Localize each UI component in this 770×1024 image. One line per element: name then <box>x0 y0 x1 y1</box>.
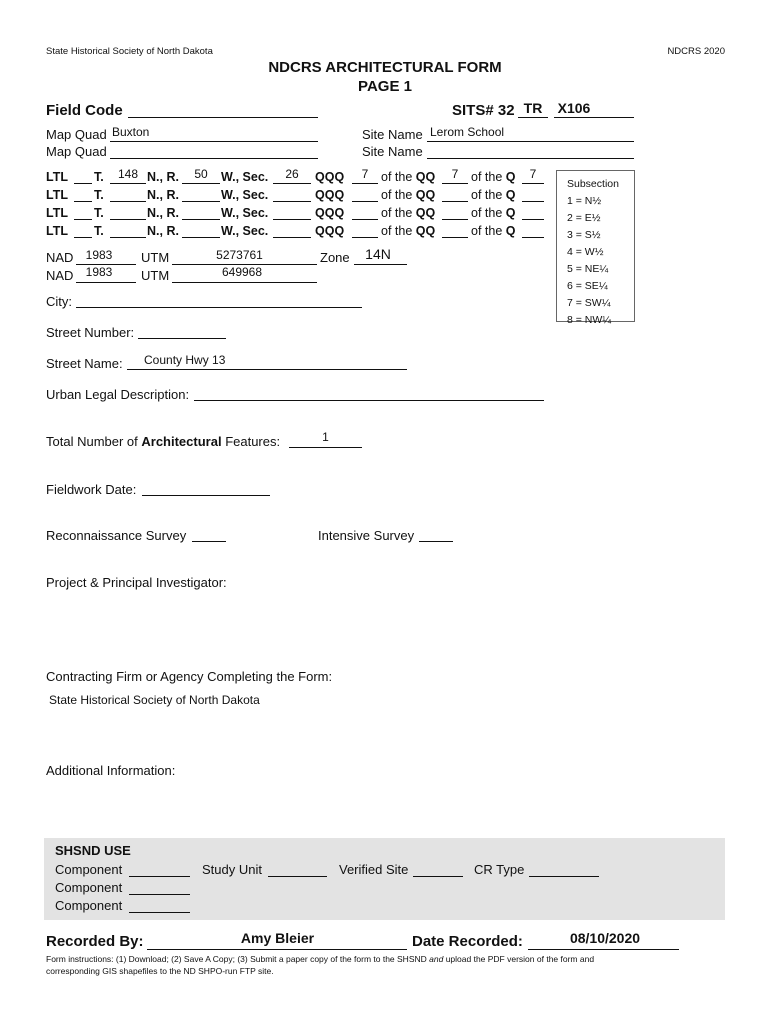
ltl-input-t-row2[interactable] <box>110 201 146 202</box>
map-quad-input-2[interactable] <box>110 158 318 159</box>
ltl-input-qq-row4[interactable] <box>442 237 468 238</box>
total-features-value: 1 <box>322 430 329 444</box>
nad-input-2[interactable] <box>76 282 136 283</box>
utm-value-1: 5273761 <box>216 248 263 262</box>
total-features-label-pre: Total Number of <box>46 434 142 449</box>
subsection-item: 6 = SE¼ <box>567 280 608 292</box>
ltl-label-t: T. <box>94 224 104 238</box>
recorded-by-label: Recorded By: <box>46 933 144 950</box>
sits-part1-value: TR <box>523 100 543 116</box>
ltl-label-of_qq: of the QQ <box>381 188 436 202</box>
component-label-1: Component <box>55 862 123 877</box>
ltl-input-qqq-row1[interactable] <box>352 183 378 184</box>
header-org: State Historical Society of North Dakota <box>46 46 213 57</box>
ltl-input-r-row2[interactable] <box>182 201 220 202</box>
nad-label-2: NAD <box>46 268 74 283</box>
ltl-label-ltl: LTL <box>46 206 68 220</box>
intensive-survey-label: Intensive Survey <box>318 528 415 543</box>
component-input-1[interactable] <box>129 876 190 877</box>
cr-type-input[interactable] <box>529 876 599 877</box>
study-unit-label: Study Unit <box>202 862 262 877</box>
ltl-label-n: N., R. <box>147 206 179 220</box>
ltl-input-q-row3[interactable] <box>522 219 544 220</box>
urban-legal-input[interactable] <box>194 400 544 401</box>
street-number-label: Street Number: <box>46 325 135 340</box>
ltl-label-of_q: of the Q <box>471 188 516 202</box>
total-features-label-bold: Architectural <box>141 434 222 449</box>
contracting-label: Contracting Firm or Agency Completing the Form: <box>46 669 333 684</box>
ltl-input-ltl-row3[interactable] <box>74 219 92 220</box>
cr-type-label: CR Type <box>474 862 525 877</box>
subsection-item: 3 = S½ <box>567 229 601 241</box>
ltl-label-t: T. <box>94 170 104 184</box>
instructions-emphasis: and <box>429 954 444 964</box>
contracting-value[interactable]: State Historical Society of North Dakota <box>49 693 260 707</box>
city-label: City: <box>46 294 72 309</box>
ltl-label-w: W., Sec. <box>221 170 269 184</box>
ltl-label-t: T. <box>94 206 104 220</box>
street-number-input[interactable] <box>138 338 226 339</box>
ltl-input-sec-row1[interactable] <box>273 183 311 184</box>
ltl-label-of_q: of the Q <box>471 224 516 238</box>
sits-label: SITS# 32 <box>452 102 515 119</box>
ltl-input-qq-row1[interactable] <box>442 183 468 184</box>
recon-survey-input[interactable] <box>192 541 226 542</box>
ltl-input-sec-row4[interactable] <box>273 237 311 238</box>
ltl-input-sec-row2[interactable] <box>273 201 311 202</box>
component-input-3[interactable] <box>129 912 190 913</box>
total-features-label <box>46 434 280 449</box>
site-name-label: Site Name <box>362 127 423 142</box>
ltl-input-qq-row2[interactable] <box>442 201 468 202</box>
ltl-label-w: W., Sec. <box>221 224 269 238</box>
ltl-label-w: W., Sec. <box>221 206 269 220</box>
component-label-2: Component <box>55 880 123 895</box>
sits-part2-input[interactable] <box>554 117 634 118</box>
ltl-input-q-row2[interactable] <box>522 201 544 202</box>
ltl-input-r-row3[interactable] <box>182 219 220 220</box>
component-input-2[interactable] <box>129 894 190 895</box>
form-instructions <box>46 953 594 977</box>
ltl-input-t-row3[interactable] <box>110 219 146 220</box>
ltl-input-t-row1[interactable] <box>110 183 146 184</box>
ltl-label-of_q: of the Q <box>471 206 516 220</box>
ltl-label-n: N., R. <box>147 224 179 238</box>
ltl-label-of_qq: of the QQ <box>381 206 436 220</box>
sits-part1-input[interactable] <box>518 117 548 118</box>
site-name-value-1: Lerom School <box>430 125 505 139</box>
date-recorded-input[interactable] <box>528 949 679 950</box>
field-code-input[interactable] <box>128 117 318 118</box>
fieldwork-date-input[interactable] <box>142 495 270 496</box>
date-recorded-label: Date Recorded: <box>412 933 523 950</box>
ltl-input-ltl-row1[interactable] <box>74 183 92 184</box>
additional-info-input[interactable] <box>46 780 726 830</box>
site-name-input-1[interactable] <box>427 141 634 142</box>
nad-label-1: NAD <box>46 250 74 265</box>
field-code-label: Field Code <box>46 102 123 119</box>
intensive-survey-input[interactable] <box>419 541 453 542</box>
utm-label-1: UTM <box>141 250 170 265</box>
site-name-label-2: Site Name <box>362 144 423 159</box>
street-name-label: Street Name: <box>46 356 123 371</box>
ltl-value-qq-row1: 7 <box>451 167 459 181</box>
zone-value: 14N <box>365 246 391 262</box>
shsnd-use-panel <box>44 838 725 920</box>
ltl-input-qqq-row4[interactable] <box>352 237 378 238</box>
instructions-text-a: Form instructions: (1) Download; (2) Save A Copy; (3) Submit a paper copy of the form to the SHSND <box>46 954 430 964</box>
utm-label-2: UTM <box>141 268 170 283</box>
zone-label: Zone <box>320 250 350 265</box>
zone-input[interactable] <box>354 264 407 265</box>
ltl-label-ltl: LTL <box>46 224 68 238</box>
ltl-label-qqq: QQQ <box>315 206 345 220</box>
project-pi-input[interactable] <box>46 592 726 662</box>
total-features-input[interactable] <box>289 447 362 448</box>
subsection-item: 5 = NE¼ <box>567 263 609 275</box>
recorded-by-input[interactable] <box>147 949 407 950</box>
ltl-label-w: W., Sec. <box>221 188 269 202</box>
instructions-text-line2: corresponding GIS shapefiles to the ND SHPO-run FTP site. <box>46 966 274 976</box>
subsection-item: 4 = W½ <box>567 246 604 258</box>
street-name-input[interactable] <box>127 369 407 370</box>
subsection-legend <box>556 170 635 326</box>
ltl-value-t-row1: 148 <box>117 167 139 181</box>
component-label-3: Component <box>55 898 123 913</box>
ltl-input-qqq-row3[interactable] <box>352 219 378 220</box>
ltl-label-n: N., R. <box>147 170 179 184</box>
form-title: NDCRS ARCHITECTURAL FORM <box>268 59 502 76</box>
ltl-label-of_q: of the Q <box>471 170 516 184</box>
subsection-title: Subsection <box>567 178 619 190</box>
ltl-input-qq-row3[interactable] <box>442 219 468 220</box>
ltl-value-q-row1: 7 <box>529 167 537 181</box>
recorded-by-value: Amy Bleier <box>240 930 315 946</box>
subsection-item: 2 = E½ <box>567 212 601 224</box>
study-unit-input[interactable] <box>268 876 327 877</box>
fieldwork-date-label: Fieldwork Date: <box>46 482 137 497</box>
ltl-input-r-row4[interactable] <box>182 237 220 238</box>
ltl-value-r-row1: 50 <box>194 167 208 181</box>
map-quad-label-2: Map Quad <box>46 144 107 159</box>
ltl-label-t: T. <box>94 188 104 202</box>
total-features-label-post: Features: <box>221 434 281 449</box>
page-number: PAGE 1 <box>358 78 412 95</box>
ltl-label-ltl: LTL <box>46 170 68 184</box>
ltl-label-qqq: QQQ <box>315 188 345 202</box>
sits-part2-value: X106 <box>557 100 591 116</box>
ltl-input-ltl-row2[interactable] <box>74 201 92 202</box>
shsnd-use-title: SHSND USE <box>55 843 131 858</box>
map-quad-input-1[interactable] <box>110 141 318 142</box>
ltl-label-of_qq: of the QQ <box>381 224 436 238</box>
ltl-label-n: N., R. <box>147 188 179 202</box>
utm-value-2: 649968 <box>221 265 263 279</box>
map-quad-value-1: Buxton <box>112 125 150 139</box>
subsection-item: 1 = N½ <box>567 195 602 207</box>
nad-value-1: 1983 <box>85 248 113 262</box>
ltl-input-qqq-row2[interactable] <box>352 201 378 202</box>
project-pi-label: Project & Principal Investigator: <box>46 575 227 590</box>
ltl-label-qqq: QQQ <box>315 224 345 238</box>
verified-site-label: Verified Site <box>339 862 409 877</box>
ltl-input-q-row1[interactable] <box>522 183 544 184</box>
subsection-item: 7 = SW¼ <box>567 297 611 309</box>
header-form-code: NDCRS 2020 <box>667 46 725 57</box>
recon-survey-label: Reconnaissance Survey <box>46 528 187 543</box>
instructions-text-b: upload the PDF version of the form and <box>443 954 595 964</box>
site-name-input-2[interactable] <box>427 158 634 159</box>
ltl-input-t-row4[interactable] <box>110 237 146 238</box>
ltl-label-of_qq: of the QQ <box>381 170 436 184</box>
city-input[interactable] <box>76 307 362 308</box>
ltl-input-ltl-row4[interactable] <box>74 237 92 238</box>
date-recorded-value: 08/10/2020 <box>569 930 641 946</box>
nad-value-2: 1983 <box>85 265 113 279</box>
additional-info-label: Additional Information: <box>46 763 176 778</box>
ltl-value-qqq-row1: 7 <box>361 167 369 181</box>
map-quad-label: Map Quad <box>46 127 107 142</box>
ltl-label-ltl: LTL <box>46 188 68 202</box>
verified-site-input[interactable] <box>413 876 463 877</box>
subsection-item: 8 = NW¼ <box>567 314 612 326</box>
utm-input-2[interactable] <box>172 282 317 283</box>
ltl-value-sec-row1: 26 <box>285 167 299 181</box>
ltl-input-r-row1[interactable] <box>182 183 220 184</box>
ltl-label-qqq: QQQ <box>315 170 345 184</box>
ltl-input-q-row4[interactable] <box>522 237 544 238</box>
ltl-input-sec-row3[interactable] <box>273 219 311 220</box>
urban-legal-label: Urban Legal Description: <box>46 387 190 402</box>
street-name-value: County Hwy 13 <box>144 353 226 367</box>
